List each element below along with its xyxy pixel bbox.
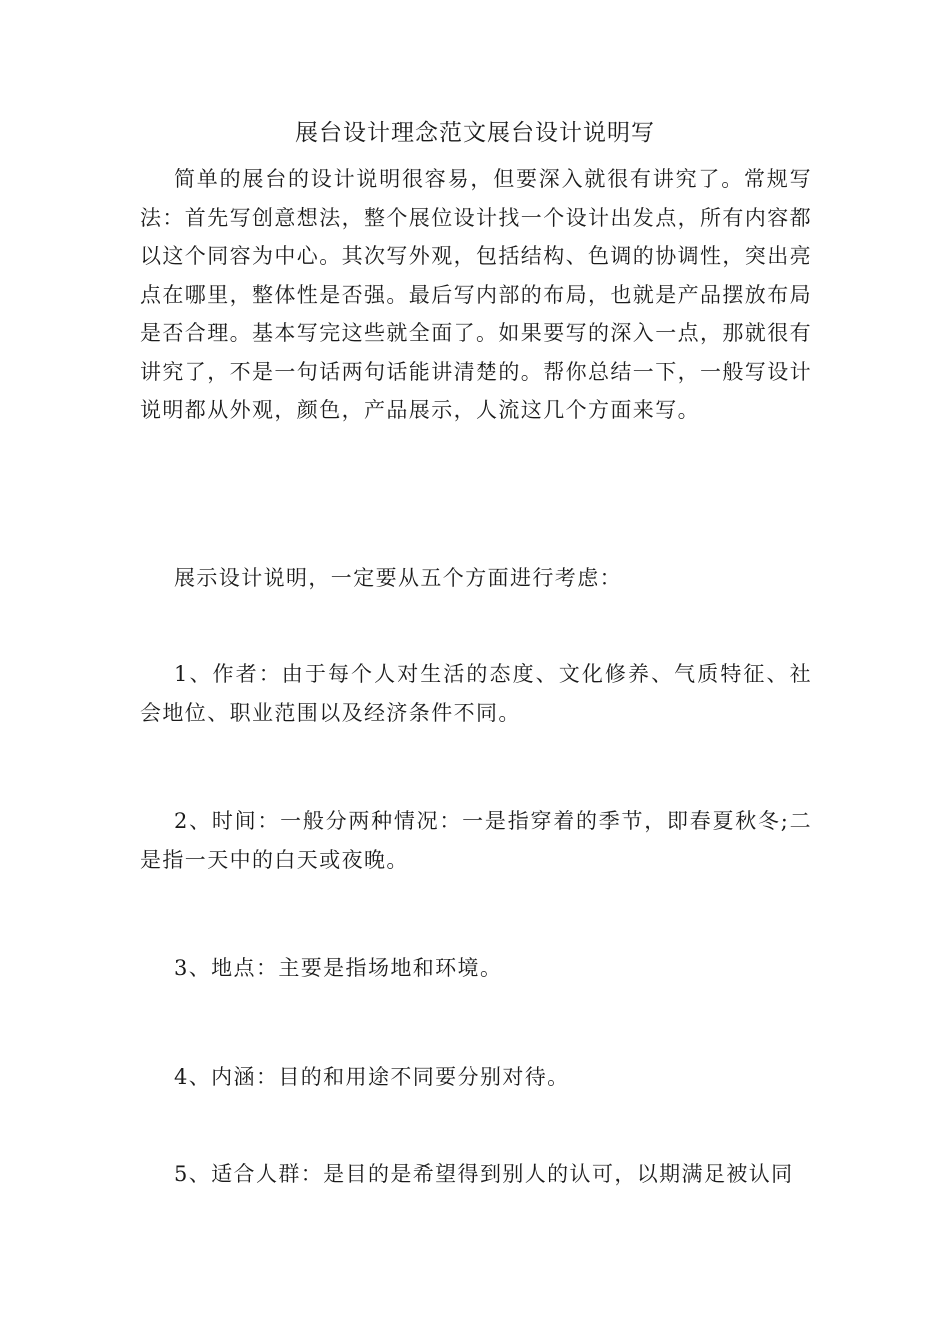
lead-paragraph: 展示设计说明，一定要从五个方面进行考虑： — [174, 566, 622, 590]
list-item: 4、内涵：目的和用途不同要分别对待。 — [174, 1065, 570, 1089]
list-item: 1、作者：由于每个人对生活的态度、文化修养、气质特征、社会地位、职业范围以及经济条件不同。 — [140, 662, 812, 725]
list-item: 2、时间：一般分两种情况：一是指穿着的季节，即春夏秋冬;二是指一天中的白天或夜晚。 — [140, 809, 812, 872]
document-title: 展台设计理念范文展台设计说明写 — [295, 120, 655, 146]
list-item: 5、适合人群：是目的是希望得到别人的认可，以期满足被认同 — [174, 1162, 794, 1186]
list-item: 3、地点：主要是指场地和环境。 — [174, 956, 503, 980]
intro-paragraph: 简单的展台的设计说明很容易，但要深入就很有讲究了。常规写法：首先写创意想法，整个展位设计找一个设计出发点，所有内容都以这个同容为中心。其次写外观，包括结构、色调的协调性，突出亮点在哪里，整体性是否强。最后写内部的布局，也就是产品摆放布局是否合理。基本写完这些就全面了。如果要写的深入一点，那就很有讲究了，不是一句话两句话能讲清楚的。帮你总结一下，一般写设计说明都从外观，颜色，产品展示，人流这几个方面来写。 — [140, 167, 812, 422]
